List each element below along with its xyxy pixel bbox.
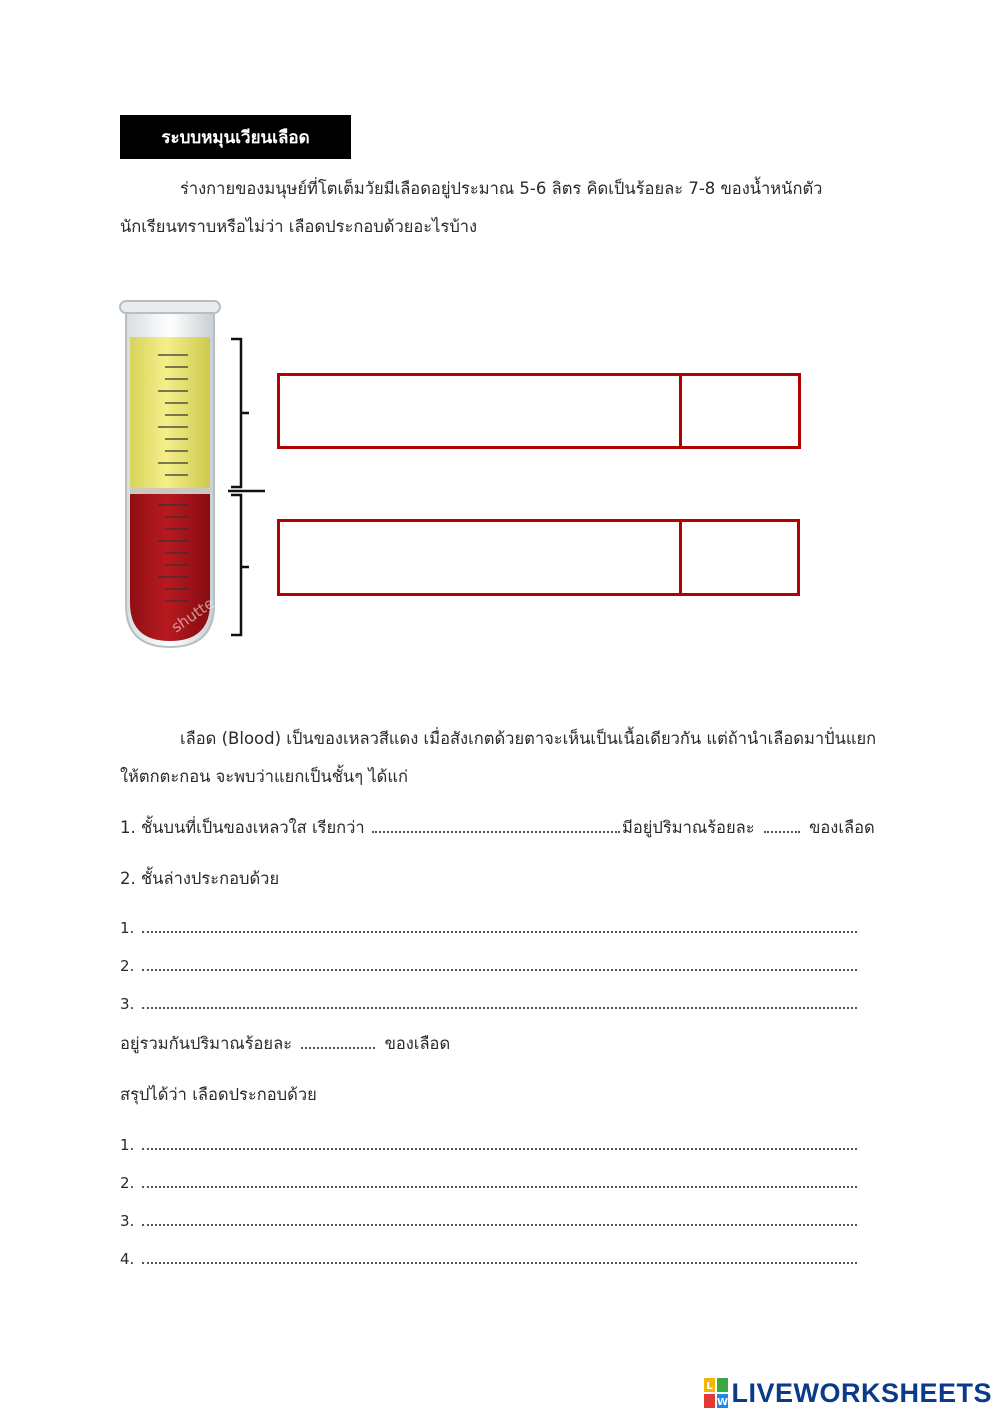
question-2-item: [120, 919, 857, 937]
buffy-coat-layer: [130, 488, 210, 494]
answer-blank[interactable]: [142, 1005, 857, 1009]
paragraph-line-2: ให้ตกตะกอน จะพบว่าแยกเป็นชั้นๆ ได้แก่: [120, 767, 408, 786]
conclusion-item: [120, 1136, 857, 1154]
answer-blank[interactable]: [142, 1184, 857, 1188]
badge-letter: L: [706, 1381, 714, 1392]
conclusion-label: สรุปได้ว่า เลือดประกอบด้วย: [120, 1085, 317, 1104]
section-title-text: ระบบหมุนเวียนเลือด: [161, 127, 310, 148]
answer-blank[interactable]: [142, 1146, 857, 1150]
question-1-label: 1. ชั้นบนที่เป็นของเหลวใส เรียกว่า: [120, 818, 365, 837]
tube-rim: [120, 301, 220, 313]
conclusion-item: [120, 1250, 857, 1268]
question-1-percent-blank[interactable]: [764, 829, 800, 833]
test-tube-figure: [110, 295, 275, 665]
section-title: [120, 115, 351, 159]
conclusion-item: [120, 1174, 857, 1192]
item-number: 4.: [120, 1250, 135, 1268]
conclusion-item: [120, 1212, 857, 1230]
cells-percent-box[interactable]: [679, 519, 800, 596]
liveworksheets-logo[interactable]: [704, 1376, 992, 1410]
question-1: [120, 815, 875, 841]
item-number: 2.: [120, 1174, 135, 1192]
plasma-percent-box[interactable]: [679, 373, 801, 449]
plasma-name-box[interactable]: [277, 373, 682, 449]
question-2-summary-end: ของเลือด: [384, 1034, 451, 1053]
intro-line-2: นักเรียนทราบหรือไม่ว่า เลือดประกอบด้วยอะไรบ้าง: [120, 217, 478, 236]
liveworksheets-badge-icon: [704, 1378, 728, 1408]
question-2-item: [120, 957, 857, 975]
question-2-summary: [120, 1031, 450, 1057]
liveworksheets-brand: LIVEWORKSHEETS: [731, 1377, 992, 1408]
intro-line-1: ร่างกายของมนุษย์ที่โตเต็มวัยมีเลือดอยู่ประมาณ 5-6 ลิตร คิดเป็นร้อยละ 7-8 ของน้ำหนักตัว: [180, 179, 823, 198]
question-2-label: 2. ชั้นล่างประกอบด้วย: [120, 869, 280, 888]
question-2-summary-start: อยู่รวมกันปริมาณร้อยละ: [120, 1034, 293, 1053]
question-1-mid: มีอยู่ปริมาณร้อยละ: [621, 818, 755, 837]
item-number: 3.: [120, 995, 135, 1013]
cells-name-box[interactable]: [277, 519, 682, 596]
item-number: 1.: [120, 919, 135, 937]
question-1-answer-blank[interactable]: [372, 829, 620, 833]
plasma-layer: [130, 337, 210, 490]
layer-brackets: [228, 339, 265, 635]
badge-letter: W: [717, 1397, 729, 1408]
answer-blank[interactable]: [142, 1260, 857, 1264]
item-number: 1.: [120, 1136, 135, 1154]
item-number: 3.: [120, 1212, 135, 1230]
item-number: 2.: [120, 957, 135, 975]
answer-blank[interactable]: [142, 929, 857, 933]
question-2-item: [120, 995, 857, 1013]
question-1-end: ของเลือด: [809, 818, 875, 837]
answer-blank[interactable]: [142, 967, 857, 971]
answer-blank[interactable]: [142, 1222, 857, 1226]
question-2-percent-blank[interactable]: [301, 1045, 375, 1049]
stock-watermark: shutte: [167, 594, 218, 637]
paragraph-line-1: เลือด (Blood) เป็นของเหลวสีแดง เมื่อสังเกตด้วยตาจะเห็นเป็นเนื้อเดียวกัน แต่ถ้านำเลือดมาปั่นแยก: [180, 729, 877, 748]
